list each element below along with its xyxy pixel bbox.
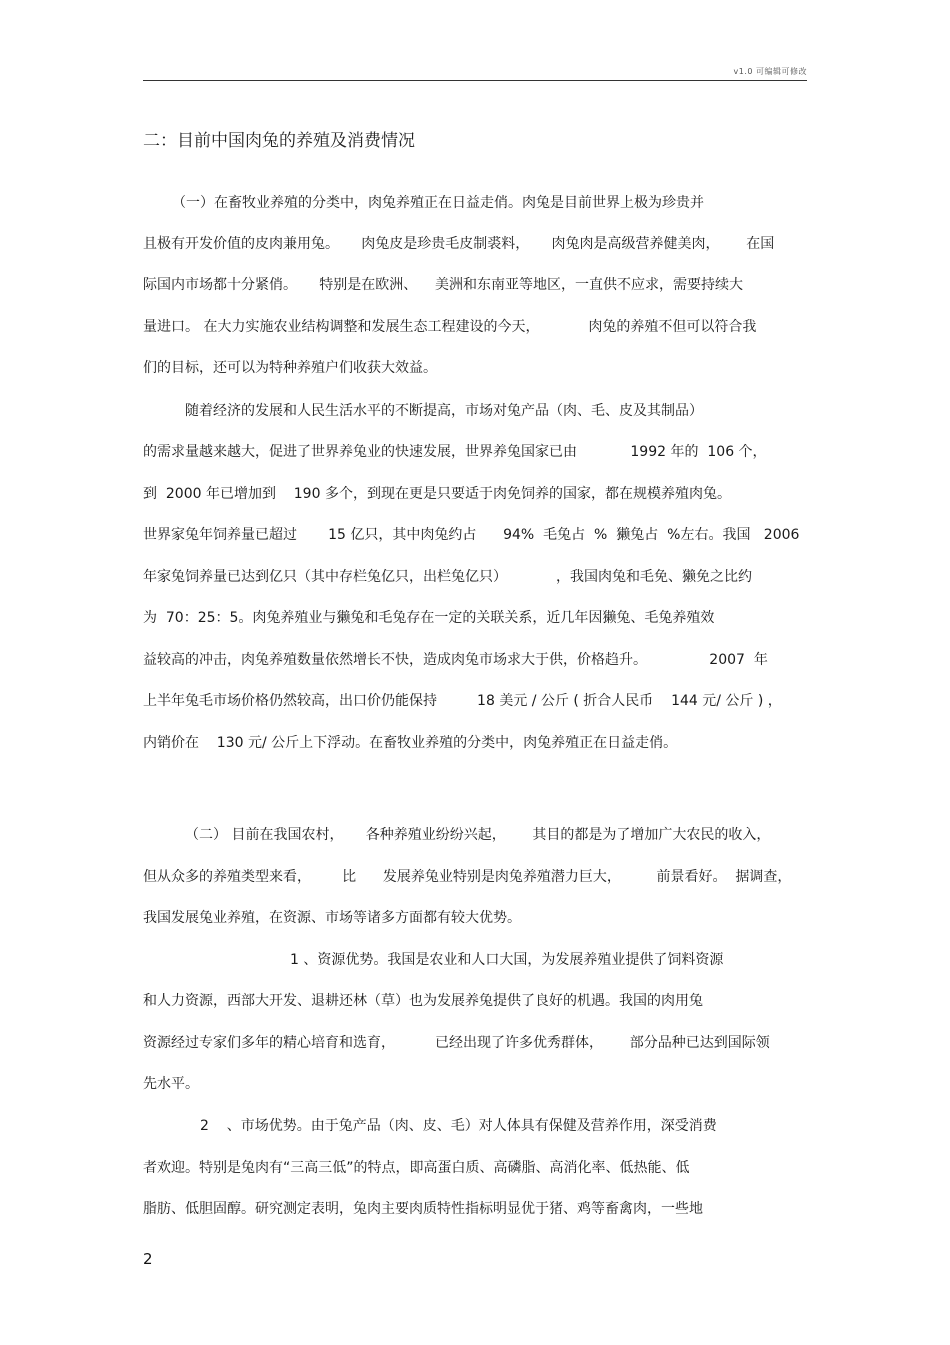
header-divider <box>143 80 807 81</box>
paragraph-line: （一）在畜牧业养殖的分类中，肉兔养殖正在日益走俏。肉兔是目前世界上极为珍贵并 <box>172 195 704 211</box>
paragraph-line: 且极有开发价值的皮肉兼用兔。 肉兔皮是珍贵毛皮制裘料， 肉兔肉是高级营养健美肉， 在国 <box>143 236 775 252</box>
paragraph-line: 上半年兔毛市场价格仍然较高，出口价仍能保持 18 美元 / 公斤 ( 折合人民币 144 元/ 公斤 ) ， <box>143 693 782 709</box>
paragraph-line: 们的目标，还可以为特种养殖户们收获大效益。 <box>143 360 437 376</box>
paragraph-line: 益较高的冲击，肉兔养殖数量依然增长不快，造成肉兔市场求大于供，价格趋升。 2007 年 <box>143 652 768 668</box>
paragraph-line: 内销价在 130 元/ 公斤上下浮动。在畜牧业养殖的分类中，肉兔养殖正在日益走俏。 <box>143 735 678 751</box>
header-version-text: v1.0 可编辑可修改 <box>733 67 807 76</box>
paragraph-line: 量进口。 在大力实施农业结构调整和发展生态工程建设的今天， 肉兔的养殖不但可以符合我 <box>143 319 757 335</box>
paragraph-line: 先水平。 <box>143 1076 199 1092</box>
section-heading: 二：目前中国肉兔的养殖及消费情况 <box>143 131 415 151</box>
paragraph-line: 者欢迎。特别是兔肉有“三高三低”的特点，即高蛋白质、高磷脂、高消化率、低热能、低 <box>143 1160 690 1176</box>
paragraph-line: 脂肪、低胆固醇。研究测定表明，兔肉主要肉质特性指标明显优于猪、鸡等畜禽肉，一些地 <box>143 1201 703 1217</box>
paragraph-line: 到 2000 年已增加到 190 多个，到现在更是只要适于肉免饲养的国家，都在规模养殖肉兔。 <box>143 486 731 502</box>
page-number: 2 <box>143 1250 153 1268</box>
paragraph-line: 随着经济的发展和人民生活水平的不断提高，市场对兔产品（肉、毛、皮及其制品） <box>185 403 703 419</box>
paragraph-line: 1 、资源优势。我国是农业和人口大国，为发展养殖业提供了饲料资源 <box>290 952 724 968</box>
paragraph-line: 际国内市场都十分紧俏。 特别是在欧洲、 美洲和东南亚等地区，一直供不应求，需要持续大 <box>143 277 744 293</box>
paragraph-line: 但从众多的养殖类型来看， 比 发展养兔业特别是肉兔养殖潜力巨大， 前景看好。 据调查， <box>143 869 792 885</box>
paragraph-line: 世界家兔年饲养量已超过 15 亿只，其中肉兔约占 94% 毛兔占 % 獭兔占 %左右。我国 2006 <box>143 527 800 543</box>
paragraph-line: 为 70：25：5。肉兔养殖业与獭兔和毛兔存在一定的关联关系，近几年因獭兔、毛兔养殖效 <box>143 610 715 626</box>
paragraph-line: 2 、市场优势。由于兔产品（肉、皮、毛）对人体具有保健及营养作用，深受消费 <box>200 1118 717 1134</box>
paragraph-line: （二） 目前在我国农村， 各种养殖业纷纷兴起， 其目的都是为了增加广大农民的收入， <box>185 827 771 843</box>
paragraph-line: 的需求量越来越大，促进了世界养兔业的快速发展，世界养兔国家已由 1992 年的 106 个， <box>143 444 767 460</box>
paragraph-line: 资源经过专家们多年的精心培育和选育， 已经出现了许多优秀群体， 部分品种已达到国际领 <box>143 1035 770 1051</box>
paragraph-line: 我国发展兔业养殖，在资源、市场等诸多方面都有较大优势。 <box>143 910 521 926</box>
paragraph-line: 年家兔饲养量已达到亿只（其中存栏兔亿只，出栏兔亿只） ，我国肉兔和毛免、獭免之比约 <box>143 569 752 585</box>
paragraph-line: 和人力资源，西部大开发、退耕还林（草）也为发展养兔提供了良好的机遇。我国的肉用兔 <box>143 993 703 1009</box>
